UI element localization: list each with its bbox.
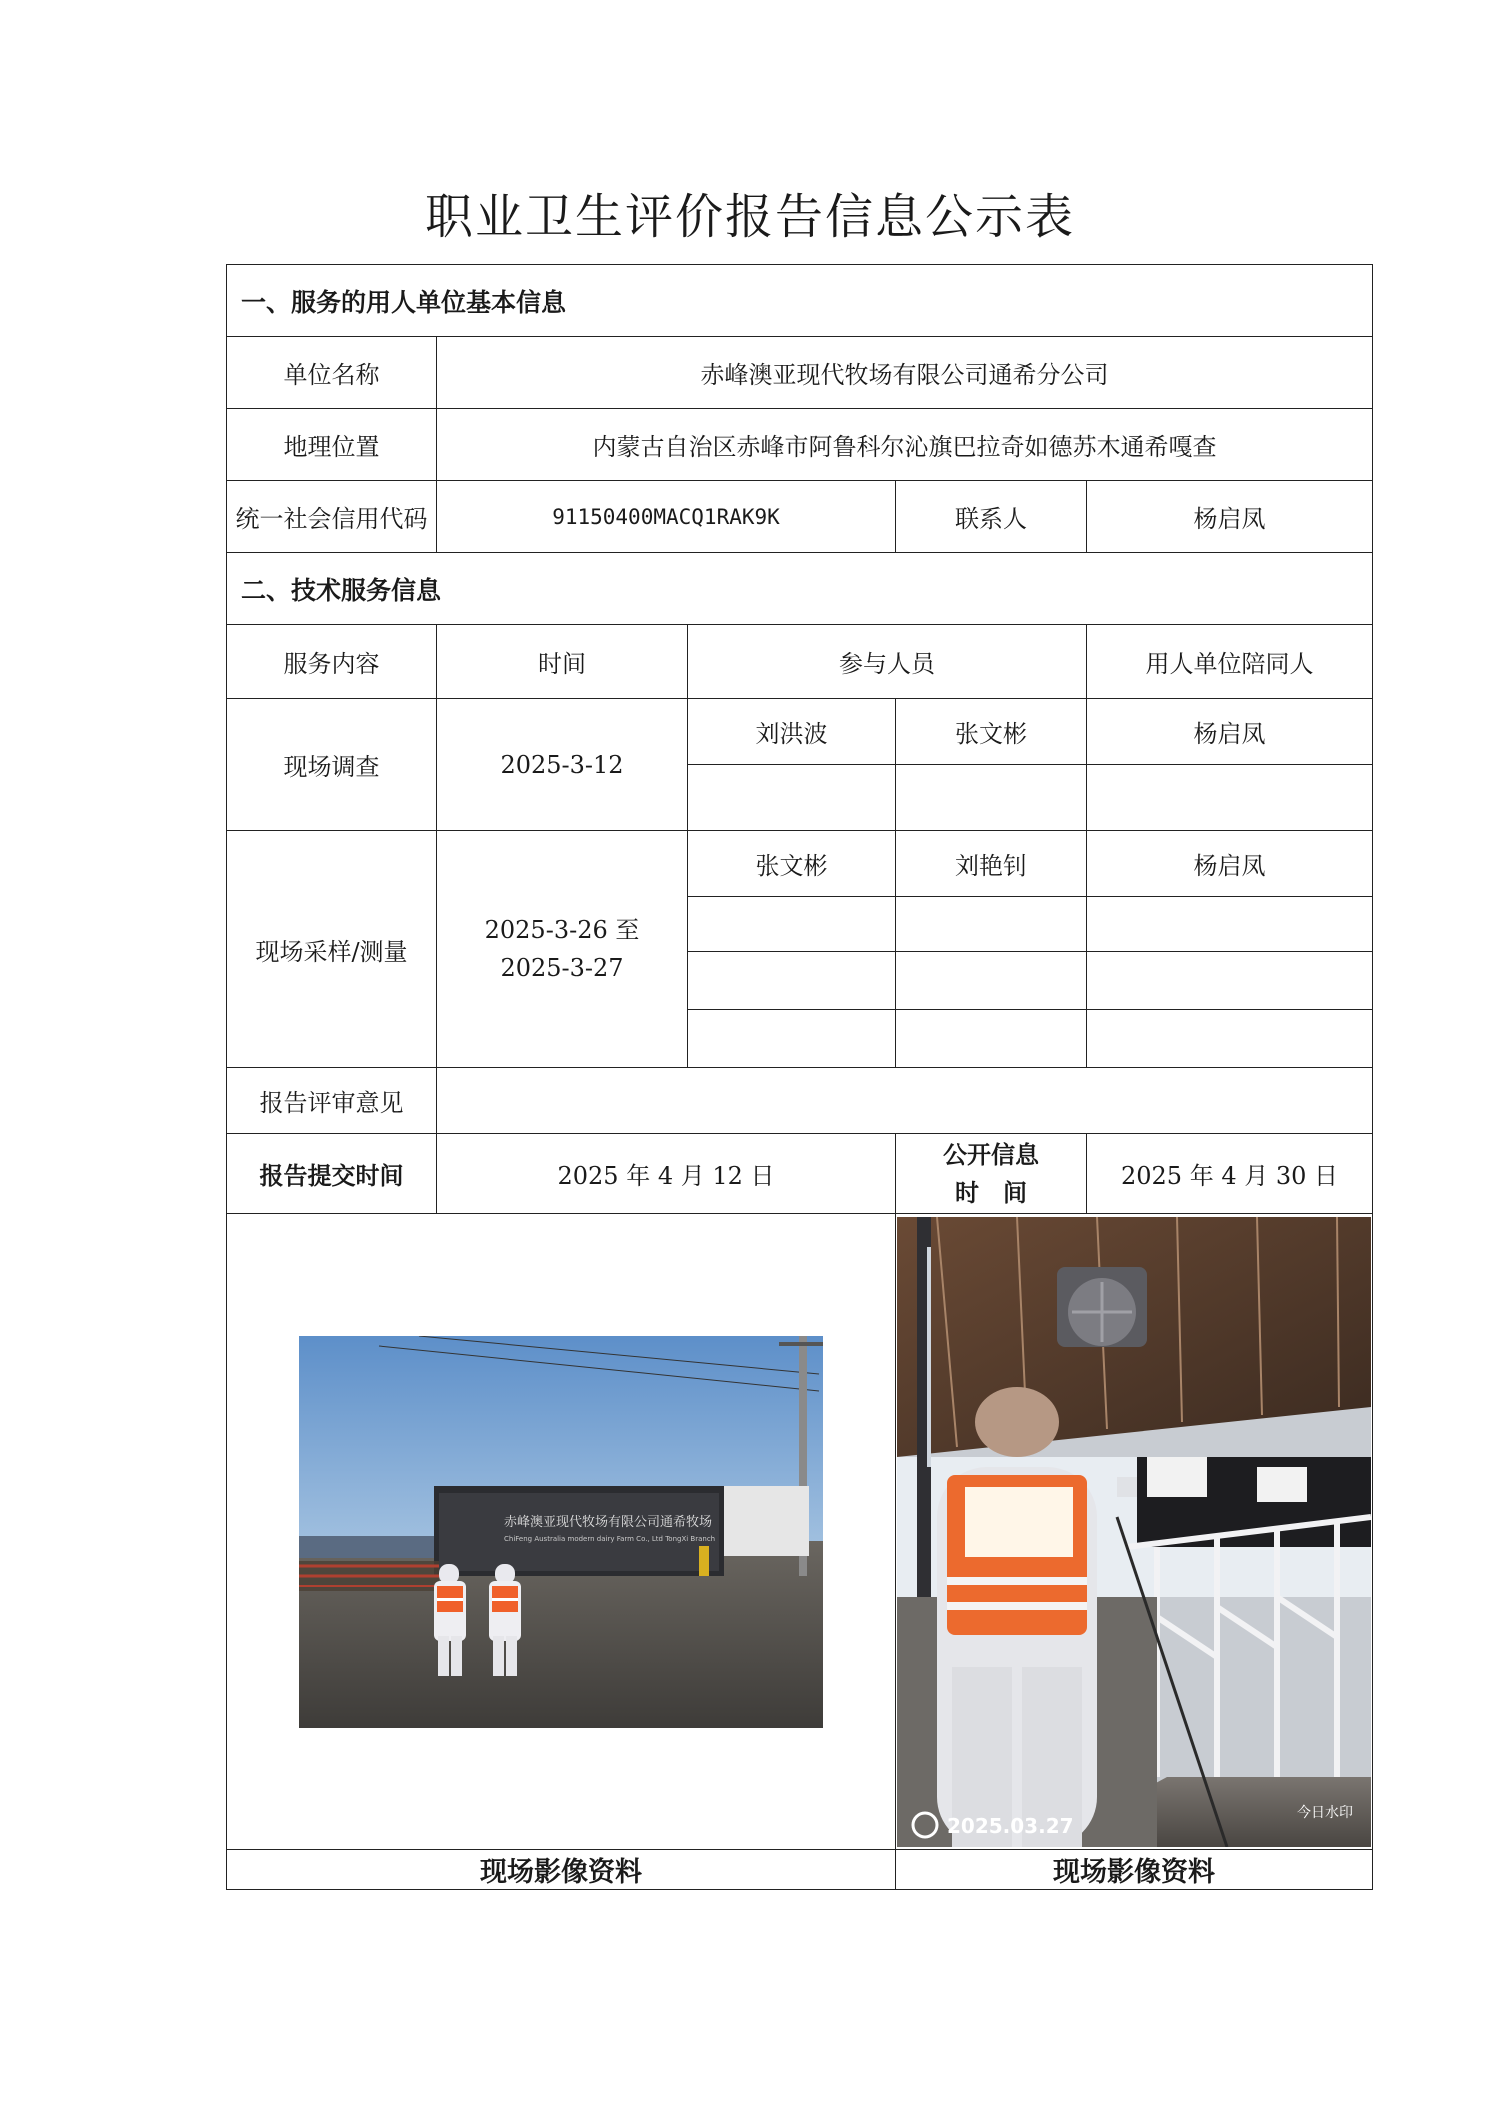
public-label-line2: 时 间 xyxy=(955,1177,1027,1207)
empty-cell xyxy=(688,765,896,831)
photo-caption-right: 现场影像资料 xyxy=(896,1850,1373,1890)
sampling-date-start: 2025-3-26 至 xyxy=(484,916,640,944)
public-label xyxy=(896,1134,1087,1214)
survey-date: 2025-3-12 xyxy=(437,699,688,831)
empty-cell xyxy=(1087,1010,1373,1068)
empty-cell xyxy=(1087,897,1373,952)
contact-value: 杨启凤 xyxy=(1087,481,1373,553)
contact-label: 联系人 xyxy=(896,481,1087,553)
gate-photo xyxy=(299,1336,823,1728)
empty-cell xyxy=(896,1010,1087,1068)
location-label: 地理位置 xyxy=(227,409,437,481)
review-value xyxy=(437,1068,1373,1134)
submit-label: 报告提交时间 xyxy=(227,1134,437,1214)
photo-right-cell xyxy=(896,1214,1373,1850)
info-table xyxy=(226,264,1373,1890)
empty-cell xyxy=(688,952,896,1010)
survey-label: 现场调查 xyxy=(227,699,437,831)
empty-cell xyxy=(1087,952,1373,1010)
empty-cell xyxy=(688,897,896,952)
empty-cell xyxy=(896,952,1087,1010)
sampling-participant-2: 刘艳钊 xyxy=(896,831,1087,897)
page-title: 职业卫生评价报告信息公示表 xyxy=(424,189,1075,245)
gate-sign-text: 赤峰澳亚现代牧场有限公司通希牧场 xyxy=(504,1514,713,1530)
empty-cell xyxy=(688,1010,896,1068)
public-label-line1: 公开信息 xyxy=(943,1139,1039,1169)
location-value: 内蒙古自治区赤峰市阿鲁科尔沁旗巴拉奇如德苏木通希嘎查 xyxy=(437,409,1373,481)
submit-date: 2025 年 4 月 12 日 xyxy=(437,1134,896,1214)
col-companion-header: 用人单位陪同人 xyxy=(1087,625,1373,699)
survey-participant-2: 张文彬 xyxy=(896,699,1087,765)
credit-code-value: 91150400MACQ1RAK9K xyxy=(437,481,896,553)
sampling-companion: 杨启凤 xyxy=(1087,831,1373,897)
sampling-date-end: 2025-3-27 xyxy=(500,954,624,982)
col-time-header: 时间 xyxy=(437,625,688,699)
review-label: 报告评审意见 xyxy=(227,1068,437,1134)
unit-name-label: 单位名称 xyxy=(227,337,437,409)
section1-heading: 一、服务的用人单位基本信息 xyxy=(227,265,1373,337)
credit-code-label: 统一社会信用代码 xyxy=(227,481,437,553)
empty-cell xyxy=(896,765,1087,831)
col-content-header: 服务内容 xyxy=(227,625,437,699)
survey-companion: 杨启凤 xyxy=(1087,699,1373,765)
sampling-participant-1: 张文彬 xyxy=(688,831,896,897)
sampling-date xyxy=(437,831,688,1068)
empty-cell xyxy=(896,897,1087,952)
survey-participant-1: 刘洪波 xyxy=(688,699,896,765)
gate-sign-text-en: ChiFeng Australia modern dairy Farm Co., Ltd TongXi Branch xyxy=(504,1534,716,1543)
col-participants-header: 参与人员 xyxy=(688,625,1087,699)
watermark-text: 今日水印 xyxy=(1297,1804,1353,1821)
photo-caption-left: 现场影像资料 xyxy=(227,1850,896,1890)
photo-left-cell xyxy=(227,1214,896,1850)
photo-timestamp: 2025.03.27 xyxy=(947,1813,1074,1838)
unit-name-value: 赤峰澳亚现代牧场有限公司通希分公司 xyxy=(437,337,1373,409)
empty-cell xyxy=(1087,765,1373,831)
sampling-label: 现场采样/测量 xyxy=(227,831,437,1068)
public-date: 2025 年 4 月 30 日 xyxy=(1087,1134,1373,1214)
section2-heading: 二、技术服务信息 xyxy=(227,553,1373,625)
barn-photo xyxy=(897,1217,1371,1847)
